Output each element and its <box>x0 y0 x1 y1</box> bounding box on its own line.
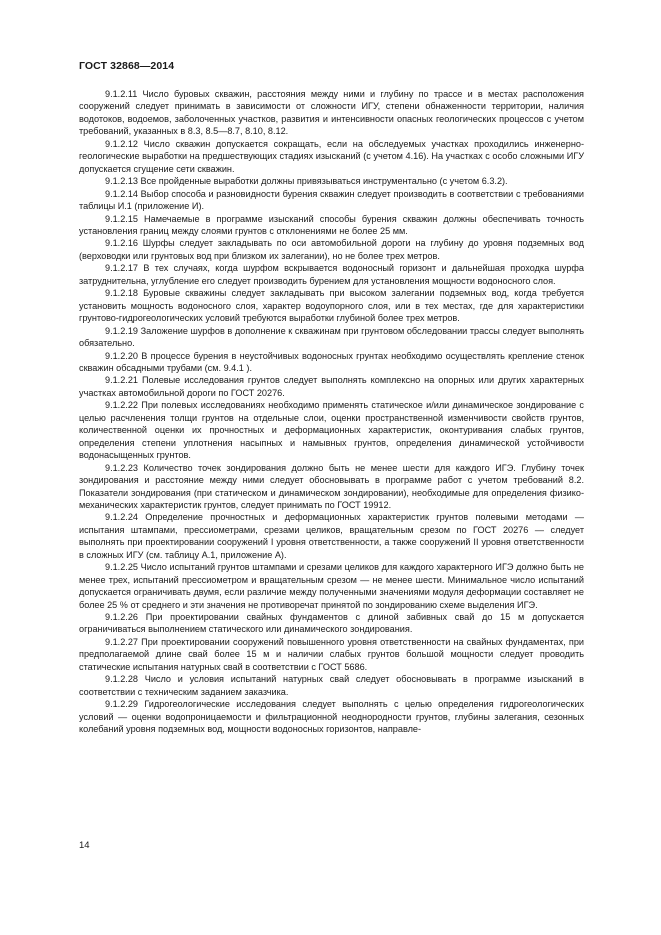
paragraph-9-1-2-28: 9.1.2.28 Число и условия испытаний натурных свай следует обосновывать в программе изысканий в соответствии с техническим заданием заказчика. <box>79 674 584 697</box>
paragraph-9-1-2-15: 9.1.2.15 Намечаемые в программе изысканий способы бурения скважин должны обеспечивать точность установления границ между слоями грунтов с отклонениями не более 25 мм. <box>79 213 584 236</box>
paragraph-9-1-2-18: 9.1.2.18 Буровые скважины следует закладывать при высоком залегании подземных вод, когда требуется установить мощность водоносного слоя, характер водоупорного слоя, или в тех местах, где для характеристики грунтово-гидрогеологических условий требуются выработки глубиной более трех метров. <box>79 288 584 324</box>
paragraph-9-1-2-16: 9.1.2.16 Шурфы следует закладывать по оси автомобильной дороги на глубину до уровня подземных вод (верховодки или грунтовых вод при близком их залегании), но не более трех метров. <box>79 238 584 261</box>
paragraph-9-1-2-11: 9.1.2.11 Число буровых скважин, расстояния между ними и глубину по трассе и в местах расположения сооружений следует принимать в зависимости от сложности ИГУ, степени обнаженности территории, наличия водотоков, водоемов, заболоченных участков, развития и интенсивности опасных геологических процессов с учетом требований, указанных в 8.3, 8.5—8.7, 8.10, 8.12. <box>79 89 584 137</box>
page-number: 14 <box>79 840 90 851</box>
paragraph-9-1-2-20: 9.1.2.20 В процессе бурения в неустойчивых водоносных грунтах необходимо осуществлять крепление стенок скважин обсадными трубами (см. 9.4.1 ). <box>79 350 584 373</box>
paragraph-9-1-2-19: 9.1.2.19 Заложение шурфов в дополнение к скважинам при грунтовом обследовании трассы следует выполнять обязательно. <box>79 325 584 349</box>
paragraph-9-1-2-27: 9.1.2.27 При проектировании сооружений повышенного уровня ответственности на свайных фундаментах, при предполагаемой длине свай более 15 м и наличии слабых грунтов большой мощности следует проводить статические испытания натурных свай в соответствии с ГОСТ 5686. <box>79 636 584 672</box>
standard-header: ГОСТ 32868—2014 <box>79 60 175 72</box>
paragraph-9-1-2-26: 9.1.2.26 При проектировании свайных фундаментов с длиной забивных свай до 15 м допускается ограничиваться выполнением статического или динамического зондирования. <box>79 612 584 635</box>
paragraph-9-1-2-29: 9.1.2.29 Гидрогеологические исследования следует выполнять с целью определения гидрогеологических условий — оценки водопроницаемости и фильтрационной неоднородности грунтов, глубины залегания, сезонных колебаний уровня подземных вод, мощности водоносных горизонтов, направле- <box>79 699 584 735</box>
document-body <box>79 88 584 736</box>
paragraph-9-1-2-13: 9.1.2.13 Все пройденные выработки должны привязываться инструментально (с учетом 6.3.2). <box>105 176 508 187</box>
paragraph-9-1-2-22: 9.1.2.22 При полевых исследованиях необходимо применять статическое и/или динамическое зондирование с целью расчленения толщи грунтов на отдельные слои, оценки пространственной изменчивости свойств грунтов, количественной оценки их прочностных и деформационных характеристик, оконтуривания слабых грунтов, определения степени уплотнения насыпных и намывных грунтов, определения динамической устойчивости водонасыщенных грунтов. <box>79 400 584 461</box>
paragraph-9-1-2-23: 9.1.2.23 Количество точек зондирования должно быть не менее шести для каждого ИГЭ. Глубину точек зондирования и расстояние между ними следует обосновывать в программе работ с учетом требований 8.2. Показатели зондирования (при статическом и динамическом зондировании), необходимые для определения физико-механических характеристик грунтов, следует принимать по ГОСТ 19912. <box>79 462 584 510</box>
paragraph-9-1-2-14: 9.1.2.14 Выбор способа и разновидности бурения скважин следует производить в соответствии с требованиями таблицы И.1 (приложение И). <box>79 188 584 212</box>
paragraph-9-1-2-24: 9.1.2.24 Определение прочностных и деформационных характеристик грунтов полевыми методами — испытания штампами, прессиометрами, срезами целиков, вращательным срезом по ГОСТ 20276 — следует выполнять при проектировании сооружений I уровня ответственности, а также сооружений II уровня ответственности в сложных ИГУ (см. таблицу А.1, приложение А). <box>79 512 584 560</box>
paragraph-9-1-2-25: 9.1.2.25 Число испытаний грунтов штампами и срезами целиков для каждого характерного ИГЭ должно быть не менее трех, испытаний прессиометром и вращательным срезом — не менее шести. Минимальное число испытаний допускается ограничивать двумя, если различие между полученными значениями модуля деформации составляет не более 25 % от среднего и эти значения не противоречат принятой по зондированию схеме выделения ИГЭ. <box>79 562 584 610</box>
paragraph-9-1-2-17: 9.1.2.17 В тех случаях, когда шурфом вскрывается водоносный горизонт и дальнейшая проходка шурфа затруднительна, углубление его следует производить бурением для установления мощности водоносного слоя. <box>79 263 584 286</box>
paragraph-9-1-2-21: 9.1.2.21 Полевые исследования грунтов следует выполнять комплексно на опорных или других характерных участках автомобильной дороги по ГОСТ 20276. <box>79 375 584 398</box>
paragraph-9-1-2-12: 9.1.2.12 Число скважин допускается сокращать, если на обследуемых участках проходились инженерно-геологические выработки на предшествующих стадиях изысканий (с учетом 4.16). На участках с особо сложными ИГУ допускается сгущение сети скважин. <box>79 138 584 174</box>
